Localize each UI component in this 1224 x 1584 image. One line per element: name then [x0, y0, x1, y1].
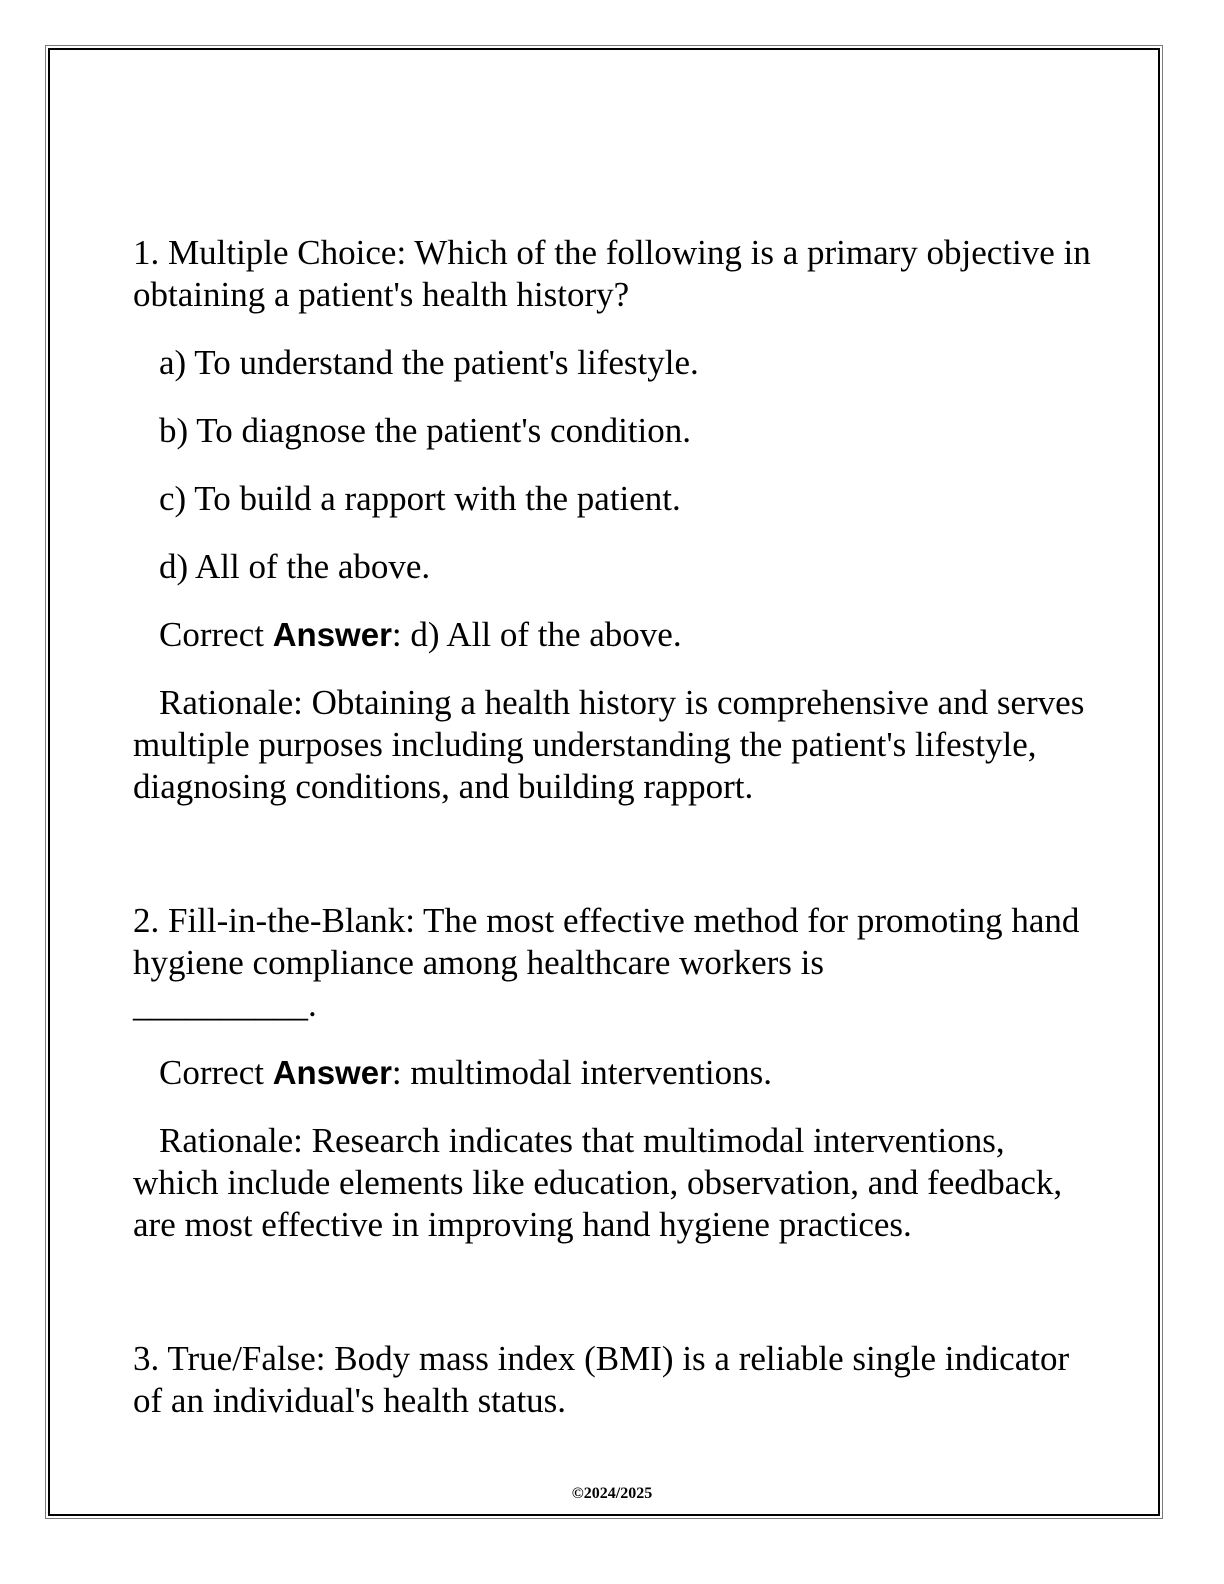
question-1	[133, 232, 1093, 808]
answer-value: : multimodal interventions.	[391, 1053, 773, 1092]
answer-prefix: Correct	[159, 1053, 273, 1092]
answer-prefix: Correct	[159, 615, 273, 654]
footer-copyright: ©2024/2025	[571, 1485, 653, 1502]
question-1-answer	[133, 614, 1093, 656]
answer-label: Answer	[272, 616, 392, 653]
question-2	[133, 900, 1093, 1246]
question-3-text: 3. True/False: Body mass index (BMI) is a reliable single indicator of an individual's health status.	[133, 1339, 1070, 1420]
question-1-option-a: a) To understand the patient's lifestyle.	[159, 343, 699, 382]
question-2-text	[133, 900, 1093, 1026]
question-1-text: 1. Multiple Choice: Which of the following is a primary objective in obtaining a patient's health history?	[133, 233, 1091, 314]
question-1-rationale: Rationale: Obtaining a health history is comprehensive and serves multiple purposes including understanding the patient's lifestyle, diagnosing conditions, and building rapport.	[133, 683, 1085, 806]
question-2-answer	[133, 1052, 1093, 1094]
question-2-prompt: 2. Fill-in-the-Blank: The most effective method for promoting hand hygiene compliance among healthcare workers is	[133, 901, 1080, 982]
question-2-blank: __________.	[133, 985, 317, 1024]
answer-label: Answer	[272, 1054, 392, 1091]
answer-value: : d) All of the above.	[391, 615, 682, 654]
question-1-option-d: d) All of the above.	[159, 547, 431, 586]
question-3	[133, 1338, 1093, 1422]
document-content	[133, 232, 1093, 1422]
question-1-option-c: c) To build a rapport with the patient.	[159, 479, 681, 518]
question-1-option-b: b) To diagnose the patient's condition.	[159, 411, 692, 450]
question-2-rationale: Rationale: Research indicates that multimodal interventions, which include elements like education, observation, and feedback, are most effective in improving hand hygiene practices.	[133, 1121, 1063, 1244]
